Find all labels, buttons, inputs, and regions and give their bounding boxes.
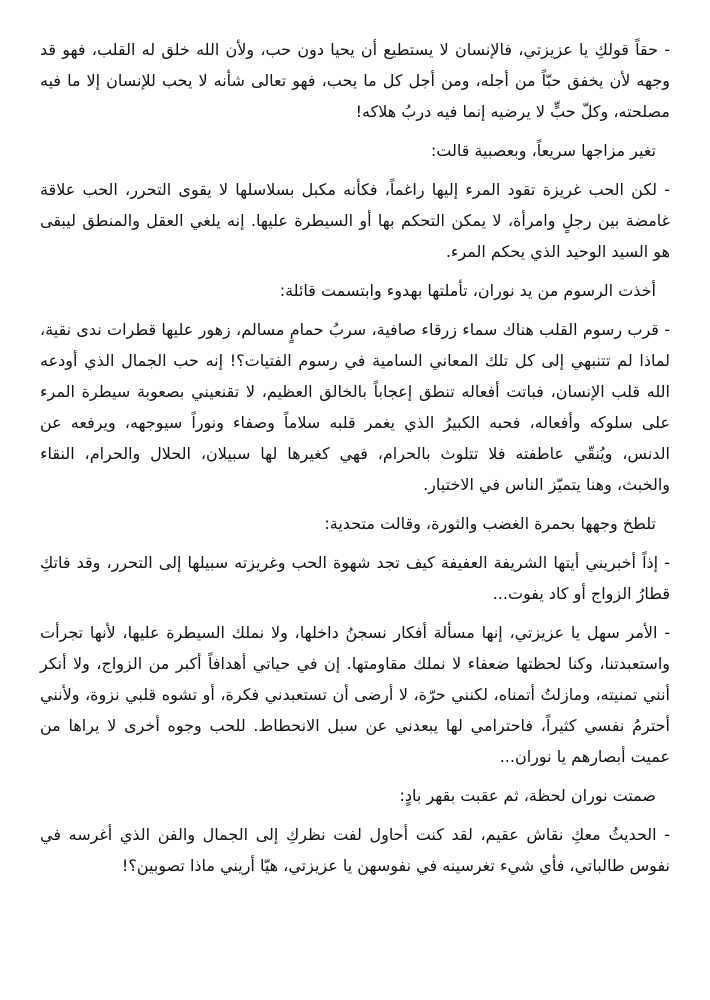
paragraph-4: أخذت الرسوم من يد نوران، تأملتها بهدوء وابتسمت قائلة: [279, 281, 656, 300]
paragraph-3: - لكن الحب غريزة تقود المرء إليها راغماً، فكأنه مكبل بسلاسلها لا يقوى التحرر، الحب علاقة غامضة بين رجلٍ وامرأة، لا يمكن التحكم بها أو السيطرة عليها. إنه يلغي العقل والمنطق ليبقى هو السيد الوحيد الذي يحكم المرء. [40, 180, 670, 261]
paragraph-1: - حقاً قولكِ يا عزيزتي، فالإنسان لا يستطيع أن يحيا دون حب، ولأن الله خلق له القلب، فهو قد وجهه لأن يخفق حبّاً من أجله، ومن أجل كل ما يحب، فهو تعالى شأنه لا يحب للإنسان إلا ما فيه مصلحته، وكلّ حبٍّ لا يرضيه إنما فيه دربُ هلاكه! [40, 40, 670, 121]
paragraph-2: تغير مزاجها سريعاً، وبعصبية قالت: [430, 141, 656, 160]
paragraph-10: - الحديثُ معكِ نقاش عقيم، لقد كنت أحاول لفت نظركِ إلى الجمال والفن الذي أغرسه في نفوس طالباتي، فأي شيء تغرسينه في نفوسهن يا عزيزتي، هيّا أريني ماذا تصوبين؟! [40, 825, 670, 875]
paragraph-5: - قرب رسوم القلب هناك سماء زرقاء صافية، سربُ حمامٍ مسالم، زهور عليها قطرات ندى نقية، لماذا لم تتنبهي إلى كل تلك المعاني السامية في رسوم الفتيات؟! إنه حب الجمال الذي أودعه الله قلب الإنسان، فباتت أفعاله تنطق إعجاباً بالخالق العظيم، لا تقنعيني بصعوبة سيطرة المرء على سلوكه وأفعاله، فحبه الكبيرُ الذي يغمر قلبه سلاماً وصفاء ونوراً سيوجهه، ويرفعه عن الدنس، ويُنقّي عاطفته فلا تتلوث بالحرام، فهي كغيرها لها سبيلان، الحلال والحرام، النقاء والخبث، وهنا يتميّز الناس في الاختيار. [40, 320, 670, 494]
paragraph-6: تلطخ وجهها بحمرة الغضب والثورة، وقالت متحدية: [324, 514, 656, 533]
paragraph-7: - إذاً أخبريني أيتها الشريفة العفيفة كيف تجد شهوة الحب وغريزته سبيلها إلى التحرر، وقد فاتكِ قطارُ الزواج أو كاد يفوت... [40, 553, 670, 603]
paragraph-9: صمتت نوران لحظة، ثم عقبت بقهر بادٍ: [399, 786, 656, 805]
paragraph-8: - الأمر سهل يا عزيزتي، إنها مسألة أفكار نسجنُ داخلها، ولا نملك السيطرة عليها، لأنها تجرأت واستعبدتنا، وكنا لحظتها ضعفاء لا نملك مقاومتها. إن في حياتي أهدافاً أكبر من الزواج، ولا أنكر أنني تمنيته، ومازلتُ أتمناه، لكنني حرّة، لا أرضى أن تستعبدني فكرة، أو تشوه قلبي نزوة، ولأنني أحترمُ نفسي كثيراً، فاحترامي لها يبعدني عن سبل الانحطاط. للحب وجوه أخرى لا يراها من عميت أبصارهم يا نوران... [40, 623, 670, 766]
